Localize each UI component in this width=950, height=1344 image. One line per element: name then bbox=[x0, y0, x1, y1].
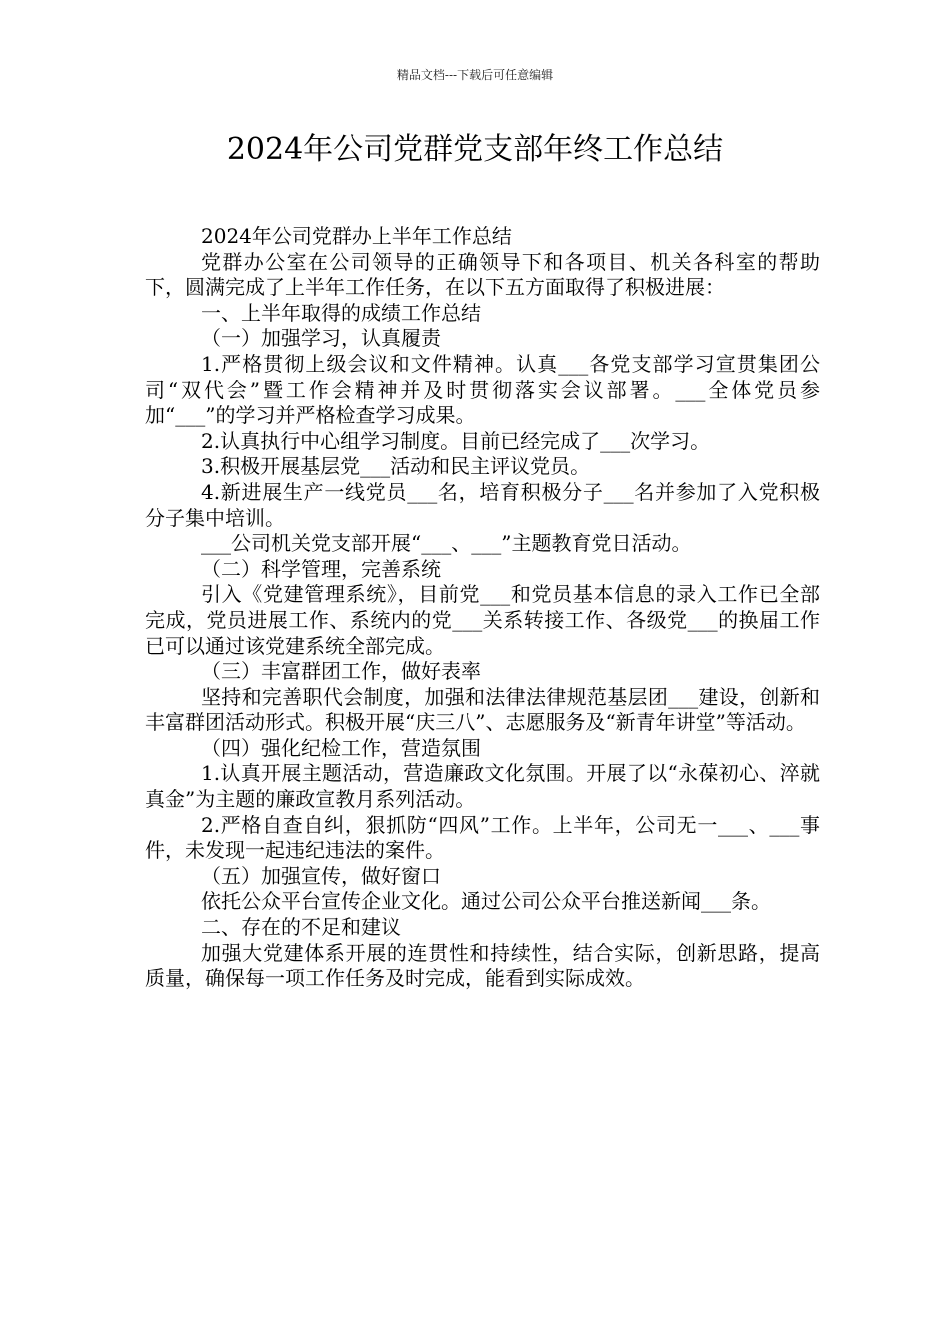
body-paragraph: 2024年公司党群办上半年工作总结 bbox=[201, 224, 512, 248]
body-paragraph: 2.认真执行中心组学习制度。目前已经完成了___次学习。 bbox=[201, 428, 711, 453]
body-paragraph: ___公司机关党支部开展“___、___”主题教育党日活动。 bbox=[201, 531, 692, 556]
document-body bbox=[145, 224, 820, 992]
page-header-note: 精品文档---下载后可任意编辑 bbox=[396, 68, 554, 82]
document-title: 2024年公司党群党支部年终工作总结 bbox=[226, 132, 724, 167]
section-heading: 二、存在的不足和建议 bbox=[201, 915, 401, 940]
body-paragraph: 坚持和完善职代会制度，加强和法律法律规范基层团___建设，创新和丰富群团活动形式。积极开展“庆三八”、志愿服务及“新青年讲堂”等活动。 bbox=[145, 684, 820, 735]
subsection-heading: （三）丰富群团工作，做好表率 bbox=[201, 659, 481, 684]
body-paragraph: 引入《党建管理系统》，目前党___和党员基本信息的录入工作已全部完成，党员进展工作、系统内的党___关系转接工作、各级党___的换届工作已可以通过该党建系统全部完成。 bbox=[145, 582, 820, 658]
body-paragraph: 3.积极开展基层党___活动和民主评议党员。 bbox=[201, 454, 591, 479]
body-paragraph: 1.认真开展主题活动，营造廉政文化氛围。开展了以“永葆初心、淬就真金”为主题的廉政宣教月系列活动。 bbox=[145, 761, 820, 812]
body-paragraph: 2.严格自查自纠，狠抓防“四风”工作。上半年，公司无一___、___事件，未发现一起违纪违法的案件。 bbox=[145, 812, 820, 863]
body-paragraph: 党群办公室在公司领导的正确领导下和各项目、机关各科室的帮助下，圆满完成了上半年工作任务，在以下五方面取得了积极进展： bbox=[145, 249, 820, 300]
subsection-heading: （五）加强宣传，做好窗口 bbox=[201, 863, 441, 888]
body-paragraph: 1.严格贯彻上级会议和文件精神。认真___各党支部学习宣贯集团公司“双代会”暨工作会精神并及时贯彻落实会议部署。___全体党员参加“___”的学习并严格检查学习成果。 bbox=[145, 351, 820, 428]
body-paragraph: 4.新进展生产一线党员___名，培育积极分子___名并参加了入党积极分子集中培训。 bbox=[145, 479, 820, 530]
subsection-heading: （四）强化纪检工作，营造氛围 bbox=[201, 735, 481, 760]
subsection-heading: （一）加强学习，认真履责 bbox=[201, 326, 441, 351]
subsection-heading: （二）科学管理，完善系统 bbox=[201, 556, 441, 581]
body-paragraph: 加强大党建体系开展的连贯性和持续性，结合实际，创新思路，提高质量，确保每一项工作任务及时完成，能看到实际成效。 bbox=[145, 940, 820, 991]
section-heading: 一、上半年取得的成绩工作总结 bbox=[201, 300, 481, 325]
body-paragraph: 依托公众平台宣传企业文化。通过公司公众平台推送新闻___条。 bbox=[201, 889, 771, 914]
